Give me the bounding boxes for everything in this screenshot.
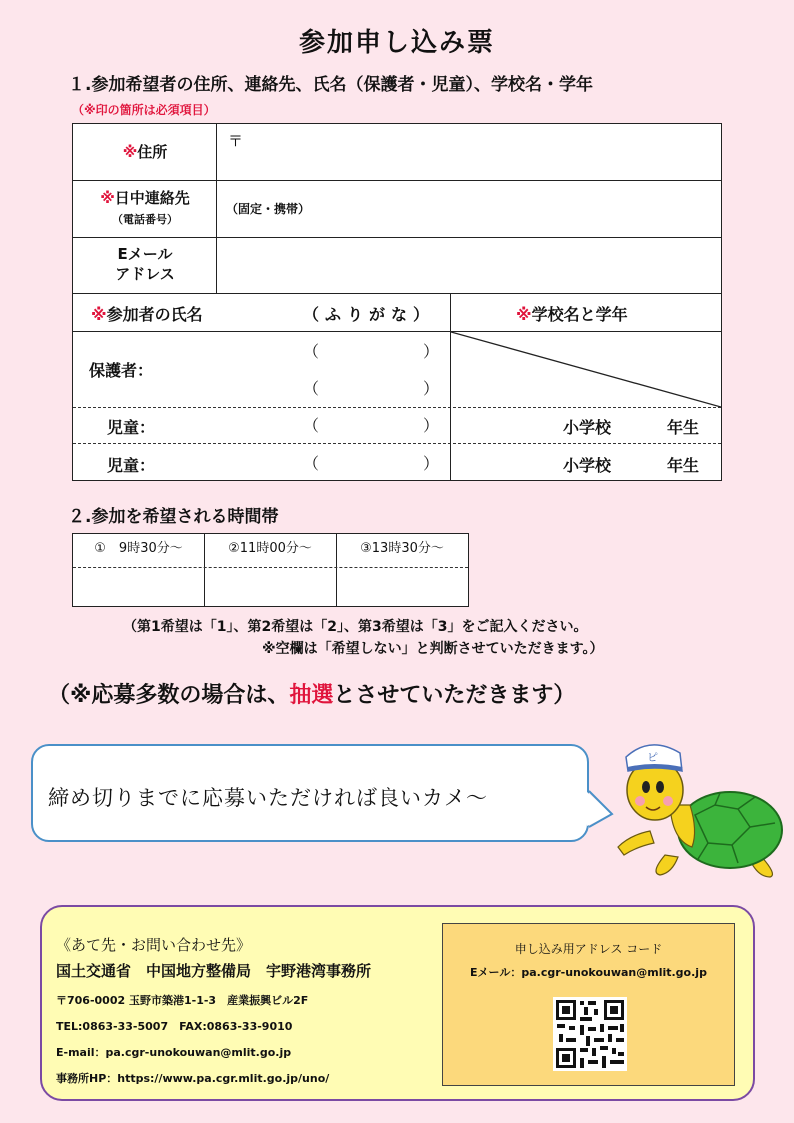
paren-close: ）: [423, 416, 440, 435]
address-field[interactable]: [223, 148, 713, 176]
required-note: （※印の箇所は必須項目）: [72, 103, 216, 117]
turtle-mascot-icon: [610, 735, 785, 885]
slot-header-3: ③13時30分～: [360, 541, 444, 556]
school-suffix: 小学校: [563, 418, 612, 437]
section2-heading: ２.参加を希望される時間帯: [68, 507, 279, 527]
guardian-label: 保護者：: [89, 361, 154, 380]
qr-code-icon[interactable]: [553, 997, 627, 1071]
qr-email: Eメール：pa.cgr-unokouwan@mlit.go.jp: [470, 966, 707, 979]
office-homepage-link[interactable]: 事務所HP：https://www.pa.cgr.mlit.go.jp/uno/: [56, 1072, 330, 1085]
postal-mark: 〒: [228, 132, 244, 150]
slot-header-2: ②11時00分～: [228, 541, 312, 556]
contact-email[interactable]: E-mail：pa.cgr-unokouwan@mlit.go.jp: [56, 1046, 292, 1059]
row-divider-dashed: [73, 407, 721, 408]
priority-note: （第1希望は「1」、第2希望は「2」、第3希望は「3」をご記入ください。: [123, 619, 588, 635]
paren-open: （: [303, 454, 320, 473]
time-slot-table: [72, 533, 469, 607]
lottery-notice: （※応募多数の場合は、抽選とさせていただきます）: [48, 683, 576, 708]
slot-1-input[interactable]: [77, 571, 200, 603]
slot-3-input[interactable]: [341, 571, 464, 603]
section1-heading: １.参加希望者の住所、連絡先、氏名（保護者・児童）、学校名・学年: [68, 75, 593, 95]
address-label: ※住所: [122, 143, 168, 161]
row-divider-dashed: [73, 567, 468, 568]
qr-caption: 申し込み用アドレス コード: [514, 942, 663, 956]
child-label: 児童：: [107, 418, 156, 437]
child2-school-field[interactable]: [458, 449, 558, 477]
paren-open: （: [303, 342, 320, 361]
blank-note: ※空欄は「希望しない」と判断させていただきます。）: [262, 641, 604, 657]
page-title: 参加申し込み票: [298, 28, 495, 58]
child-label: 児童：: [107, 456, 156, 475]
grade-suffix: 年生: [667, 418, 700, 437]
paren-close: ）: [423, 454, 440, 473]
child1-school-field[interactable]: [458, 412, 558, 440]
contact-heading: 《あて先・お問い合わせ先》: [56, 936, 252, 954]
grade-suffix: 年生: [667, 456, 700, 475]
phone-hint: （固定・携帯）: [226, 202, 311, 216]
paren-close: ）: [423, 379, 440, 398]
child1-name-field[interactable]: [323, 412, 418, 440]
phone-field[interactable]: [333, 190, 713, 230]
office-address: 〒706-0002 玉野市築港1-1-3 産業振興ビル2F: [56, 994, 309, 1007]
guardian-furigana-field[interactable]: [323, 338, 418, 368]
paren-open: （: [303, 416, 320, 435]
paren-open: （: [303, 379, 320, 398]
office-name: 国土交通省 中国地方整備局 宇野港湾事務所: [56, 962, 372, 980]
email-label: Eメール アドレス: [115, 245, 175, 283]
email-field[interactable]: [223, 244, 713, 288]
child2-name-field[interactable]: [323, 449, 418, 477]
phone-label: ※日中連絡先 （電話番号）: [100, 189, 190, 226]
name-header: ※参加者の氏名: [91, 305, 203, 324]
cap-letter: ピ: [647, 751, 658, 764]
row-divider-dashed: [73, 443, 721, 444]
diagonal-slash: [451, 332, 721, 407]
school-suffix: 小学校: [563, 456, 612, 475]
guardian-name-field[interactable]: [323, 374, 418, 404]
speech-bubble-tail: [580, 790, 614, 830]
bubble-text: 締め切りまでに応募いただければ良いカメ～: [48, 786, 488, 810]
school-header: ※学校名と学年: [516, 305, 628, 324]
participant-form: [72, 123, 722, 481]
paren-close: ）: [423, 342, 440, 361]
row-divider: [73, 180, 721, 181]
row-divider: [73, 293, 721, 294]
row-divider: [73, 237, 721, 238]
tel-fax: TEL:0863-33-5007 FAX:0863-33-9010: [56, 1020, 293, 1033]
furigana-label: （ふりがな）: [303, 305, 436, 324]
slot-header-1: ① 9時30分～: [94, 541, 183, 556]
slot-2-input[interactable]: [209, 571, 332, 603]
